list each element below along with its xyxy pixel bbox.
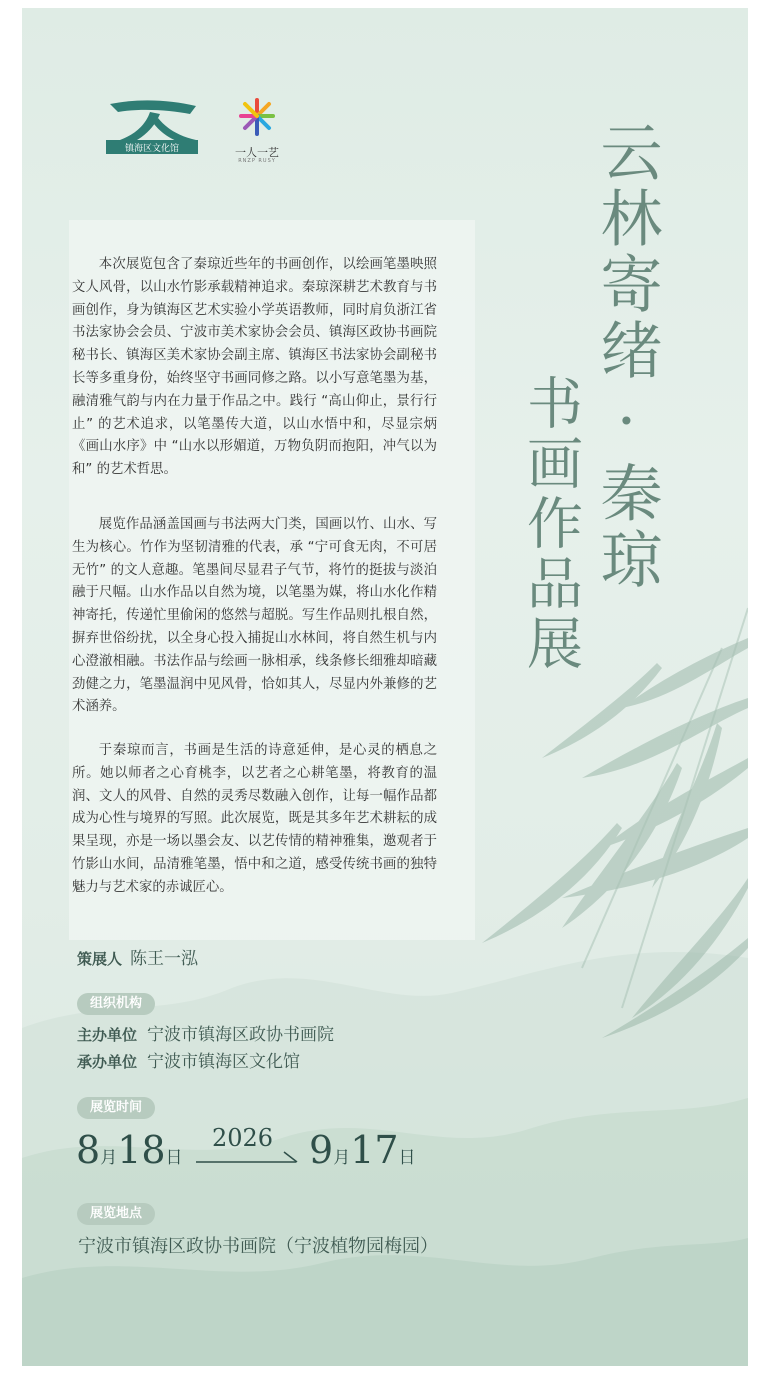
yirenyiyi-logo (225, 90, 289, 168)
venue-badge: 展览地点 (77, 1203, 155, 1225)
start-day: 18 (117, 1128, 166, 1172)
culture-hall-logo-text: 镇海区文化馆 (124, 144, 180, 154)
yirenyiyi-logo-mark (225, 90, 289, 144)
end-month: 9 (309, 1128, 334, 1172)
yirenyiyi-logo-text: 一人一艺 (235, 146, 279, 159)
start-date (76, 1128, 183, 1172)
organization-badge: 组织机构 (77, 993, 155, 1015)
curator-label: 策展人 (77, 950, 123, 968)
intro-paragraph-2: 展览作品涵盖国画与书法两大门类，国画以竹、山水、写生为核心。竹作为坚韧清雅的代表，承 “宁可食无肉，不可居无竹” 的文人意趣。笔墨间尽显君子气节，将竹的挺拔与淡泊融于尺幅。山水作品以自然为境，以笔墨为媒，将山水化作精神寄托，传递忙里偷闲的悠然与超脱。写生作品则扎根自然，摒弃世俗纷扰，以全身心投入捕捉山水林间，将自然生机与内心澄澈相融。书法作品与绘画一脉相承，线条修长细雅却暗藏劲健之力，笔墨温润中见风骨，恰如其人，尽显内外兼修的艺术涵养。 (72, 517, 437, 715)
start-month-char: 月 (100, 1148, 118, 1168)
exhibition-subtitle: 书画作品展 (518, 374, 583, 674)
curator-name: 陈王一泓 (130, 949, 199, 969)
host-line (77, 1020, 334, 1045)
time-badge: 展览时间 (77, 1097, 155, 1119)
curator-line (77, 944, 198, 969)
exhibition-year: 2026 (212, 1124, 274, 1152)
organizer-label: 承办单位 (77, 1053, 138, 1071)
host-label: 主办单位 (77, 1026, 138, 1044)
intro-paragraph-3: 于秦琼而言，书画是生活的诗意延伸，是心灵的栖息之所。她以师者之心育桃李，以艺者之心耕笔墨，将教育的温润、文人的风骨、自然的灵秀尽数融入创作，让每一幅作品都成为心性与境界的写照。此次展览，既是其多年艺术耕耘的成果呈现，亦是一场以墨会友、以艺传情的精神雅集，邀观者于竹影山水间，品清雅笔墨，悟中和之道，感受传统书画的独特魅力与艺术家的赤诚匠心。 (72, 743, 437, 895)
culture-hall-logo (100, 96, 204, 160)
organizer-line (77, 1047, 300, 1072)
venue-address: 宁波市镇海区政协书画院（宁波植物园梅园） (78, 1236, 438, 1257)
intro-paragraph-1: 本次展览包含了秦琼近些年的书画创作，以绘画笔墨映照文人风骨，以山水竹影承载精神追求。秦琼深耕艺术教育与书画创作，身为镇海区艺术实验小学英语教师，同时肩负浙江省书法家协会会员、宁波市美术家协会会员、镇海区政协书画院秘书长、镇海区美术家协会副主席、镇海区书法家协会副秘书长等多重身份，始终坚守书画同修之路。以小写意笔墨为基，融清雅气韵与内在力量于作品之中。践行 “高山仰止，景行行止” 的艺术追求，以笔墨传大道，以山水悟中和，尽显宗炳《画山水序》中 “山水以形媚道，万物负阴而抱阳，冲气以为和” 的艺术哲思。 (72, 257, 437, 478)
end-day-char: 日 (398, 1148, 416, 1168)
host-name: 宁波市镇海区政协书画院 (147, 1025, 335, 1045)
organizer-name: 宁波市镇海区文化馆 (147, 1052, 301, 1072)
start-day-char: 日 (165, 1148, 183, 1168)
end-day: 17 (350, 1128, 399, 1172)
end-date (309, 1128, 416, 1172)
start-month: 8 (76, 1128, 101, 1172)
end-month-char: 月 (333, 1148, 351, 1168)
arrow-right-icon (196, 1150, 300, 1166)
exhibition-title: 云林寄绪·秦琼 (590, 120, 663, 593)
yirenyiyi-logo-subtext: RNZP RUSY (238, 158, 276, 164)
